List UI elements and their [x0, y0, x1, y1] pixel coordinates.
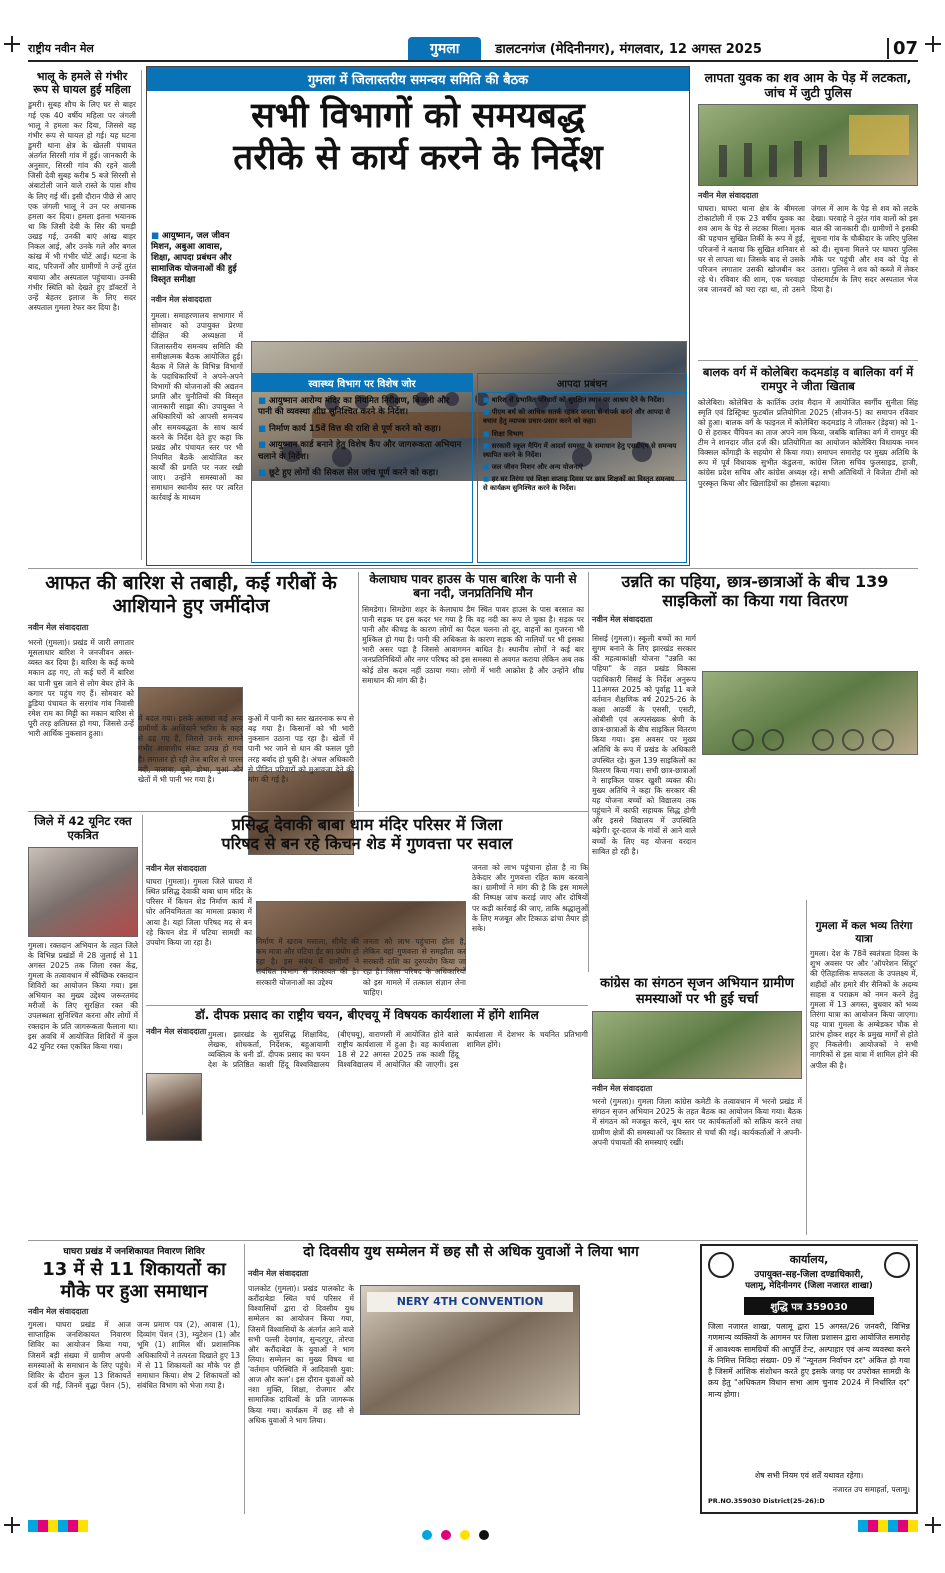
youth-convention-story: [248, 1244, 694, 1514]
notice-title-3: पलामू, मेदिनीनगर (जिला नजारत शाखा): [745, 1281, 873, 1291]
lead-kicker: गुमला में जिलास्तरीय समन्वय समिति की बैठक: [147, 67, 689, 91]
congress-story: [592, 976, 802, 1236]
disaster-point: ■ बारिश से प्रभावित परिवारों को सुरक्षित स्थान पर आश्रय देने के निर्देश।: [483, 396, 681, 405]
tiranga-body: गुमला। देश के 78वें स्वतंत्रता दिवस के शुभ अवसर पर और 'ऑपरेशन सिंदूर' की ऐतिहासिक सफलता के उपलक्ष्य में, शहीदों और हमारे वीर सैनिकों के अदम्य साहस व पराक्रम को नमन करने हेतु गुमला में 13 अगस्त, बुधवार को भव्य तिरंगा यात्रा का आयोजन किया जाएगा। यह यात्रा गुमला के अम्बेडकर चौक से प्रारंभ होकर शहर के प्रमुख मार्गों से होते हुए निकलेगी। आयोजकों ने सभी नागरिकों से इस यात्रा में शामिल होने की अपील की है।: [810, 949, 918, 1070]
health-point: ■ आयुष्मान कार्ड बनाने हेतु विशेष कैंप और जागरूकता अभियान चलाने के निर्देश।: [258, 440, 466, 463]
corrigendum-notice: [700, 1244, 918, 1514]
registration-mark-icon: [925, 1517, 941, 1533]
police-scene-svg: [699, 105, 918, 186]
registration-mark-icon: [4, 36, 20, 52]
temple-headline-2: परिषद से बन रहे किचन शेड में गुणवत्ता पर सवाल: [221, 834, 513, 854]
flood-story: [362, 572, 584, 807]
missing-youth-byline: नवीन मेल संवाददाता: [698, 191, 759, 200]
deepak-story: [146, 1008, 588, 1136]
grievance-body: गुमला। घाघरा प्रखंड में आज साप्ताहिक जनशिकायत निवारण शिविर का आयोजन किया गया, जिसमें बड़ी संख्या में ग्रामीण अपनी समस्याओं के समाधान के लिए पहुंचे। शिविर के दौरान कुल 13 शिकायतें दर्ज की गईं, जिनमें वृद्धा पेंशन (5), जन्म प्रमाण पत्र (2), आवास (1), दिव्यांग पेंशन (3), म्युटेशन (1) और भूमि (1) शामिल थीं। प्रशासनिक अधिकारियों ने तत्परता दिखाते हुए 13 में से 11 शिकायतों का मौके पर ही समाधान किया। शेष 2 शिकायतों को संबंधित विभाग को भेजा गया है।: [28, 1320, 240, 1390]
rain-headline: आफत की बारिश से तबाही, कई गरीबों के आशियाने हुए जमींदोज: [45, 572, 337, 617]
blood-headline: जिले में 42 यूनिट रक्त एकत्रित: [34, 814, 132, 842]
youth-convention-photo: [360, 1285, 580, 1415]
masthead: [28, 36, 918, 62]
temple-byline: नवीन मेल संवाददाता: [146, 864, 207, 873]
lead-story: [146, 66, 690, 566]
disaster-point: ■ जल जीवन मिशन और अन्य योजनाएं: [483, 463, 681, 472]
temple-body-3: जनता को लाभ पहुंचाना होता है, लेकिन यहां गुणवत्ता से समझौता कर सरकारी राशि का दुरुपयोग किया जा रहा है। जिला परिषद के अधिकारियों को इस मामले में तत्काल संज्ञान लेना चाहिए।: [363, 937, 466, 997]
disaster-box: [477, 373, 687, 563]
registration-mark-icon: [925, 36, 941, 52]
missing-youth-story: [698, 70, 918, 320]
congress-byline: नवीन मेल संवाददाता: [592, 1084, 653, 1094]
tiranga-headline: गुमला में कल भव्य तिरंगा यात्रा: [815, 920, 913, 945]
deepak-byline: नवीन मेल संवाददाता: [146, 1027, 207, 1037]
flood-body: सिमडेगा। सिमडेगा शहर के केलाघाघ डैम स्थित पावर हाउस के पास बरसात का पानी सड़क पर इस कदर भर गया है कि वह नदी का रूप ले चुका है। सड़क पर पानी और कीचड़ के कारण लोगों का पैदल चलना तो दूर, वाहनों का गुजरना भी मुश्किल हो गया है। पानी की अधिकता के कारण सड़क की नालियों पर भी इसका भारी असर पड़ा है जिससे आवागमन बाधित है। स्थानीय लोगों ने कई बार जनप्रतिनिधियों और नगर परिषद को इस समस्या से अवगत कराया लेकिन अब तक कोई ठोस कदम नहीं उठाया गया। लोगों में भारी आक्रोश है और उन्होंने शीघ्र समाधान की मांग की है।: [362, 604, 584, 685]
brand-name: राष्ट्रीय नवीन मेल: [28, 41, 94, 55]
color-registration-bar: [420, 1525, 540, 1544]
health-box-title: स्वास्थ्य विभाग पर विशेष जोर: [252, 374, 472, 392]
congress-body: भरनो (गुमला)। गुमला जिला कांग्रेस कमेटी के तत्वावधान में भरनो प्रखंड में संगठन सृजन अभियान 2025 के तहत बैठक का आयोजन किया गया। बैठक में संगठन को मजबूत करने, बूथ स्तर पर कार्यकर्ताओं को सक्रिय करने तथा ग्रामीण क्षेत्रों की समस्याओं पर विस्तार से चर्चा की गई। कार्यकर्ताओं ने अपनी-अपनी पंचायतों की समस्याएं रखीं।: [592, 1097, 802, 1147]
emblem-icon: [884, 1252, 910, 1278]
cycle-photo-svg: [703, 672, 918, 755]
rain-story: [28, 572, 354, 807]
registration-mark-icon: [4, 1517, 20, 1533]
magenta-dot-icon: [441, 1530, 451, 1540]
notice-pr-number: PR.NO.359030 District(25-26):D: [708, 1497, 825, 1505]
notice-title-2: उपायुक्त-सह-जिला दण्डाधिकारी,: [754, 1270, 864, 1280]
notice-title: [738, 1252, 880, 1291]
deepak-headline: डॉ. दीपक प्रसाद का राष्ट्रीय चयन, बीएचयू में विषयक कार्यशाला में होंगे शामिल: [195, 1008, 539, 1022]
youth-body: पालकोट (गुमला)। प्रखंड पालकोट के करौंदाबेडा स्थित चर्च परिसर में विश्वासियों द्वारा दो दिवसीय युथ सम्मेलन का आयोजन किया गया, जिसमें विश्वासियों के अंतर्गत आने वाले सभी पल्ली देवगांव, सुन्दरपुर, तोरपा और करौंदाबेडा के युवाओं ने भाग लिया। सम्मेलन का मुख्य विषय था 'वर्तमान परिस्थिति में आदिवासी युवा: आज और कल'। इस दौरान युवाओं को नशा मुक्ति, शिक्षा, रोजगार और सामाजिक दायित्वों के प्रति जागरूक किया गया। कार्यक्रम में छह सौ से अधिक युवाओं ने भाग लिया।: [248, 1284, 354, 1425]
cycles-byline: नवीन मेल संवाददाता: [592, 615, 653, 625]
lead-summary-box: [147, 229, 247, 519]
blood-body: गुमला। रक्तदान अभियान के तहत जिले के विभिन्न प्रखंडों में 28 जुलाई से 11 अगस्त 2025 तक जिला रक्त केंद्र, गुमला के तत्वावधान में स्वैच्छिक रक्तदान शिविरों का आयोजन किया गया। इस अभियान का मुख्य उद्देश्य जरूरतमंद मरीजों के लिए सुरक्षित रक्त की उपलब्धता सुनिश्चित करना और लोगों में रक्तदान के प्रति जागरूकता फैलाना था। इस अवधि में आयोजित शिविरों में कुल 42 यूनिट रक्त एकत्रित किया गया।: [28, 940, 138, 1051]
corrigendum-label: शुद्धि पत्र 359030: [744, 1297, 874, 1315]
dateline: डालटनगंज (मेदिनीनगर), मंगलवार, 12 अगस्त 2025: [495, 42, 762, 57]
police-scene-photo: [698, 104, 918, 186]
cycles-body: सिसई (गुमला)। स्कूली बच्चों का मार्ग सुगम बनाने के लिए झारखंड सरकार की महत्वाकांक्षी योजना "उन्नति का पहिया" के तहत प्रखंड विकास पदाधिकारी सिसई के निर्देश अनुरूप 11अगस्त 2025 को पूर्वाह्न 11 बजे वर्तमान शैक्षणिक वर्ष 2025-26 के कक्षा आठवीं के एससी, एसटी, ओबीसी एवं अल्पसंख्यक श्रेणी के छात्र-छात्राओं के बीच साइकिल वितरण किया गया। इस अवसर पर मुख्य अतिथि के रूप में प्रखंड के अधिकारी उपस्थित रहे। कुल 139 साइकिलों का वितरण किया गया। सभी छात्र-छात्राओं ने साइकिल पाकर खुशी व्यक्त की। मुख्य अतिथि ने कहा कि सरकार की यह योजना बच्चों को विद्यालय तक पहुंचाने में काफी सहायक सिद्ध होगी और इससे विद्यालय में उपस्थिति बढ़ेगी। दूर-दराज के गांवों से आने वाले बच्चों के लिए यह योजना वरदान साबित हो रही है।: [592, 634, 696, 856]
bear-headline: भालू के हमले से गंभीर रूप से घायल हुई महिला: [33, 70, 131, 97]
disaster-box-list: [478, 393, 686, 497]
notice-title-1: कार्यालय,: [789, 1253, 829, 1266]
temple-headline-1: प्रसिद्ध देवाकी बाबा धाम मंदिर परिसर में जिला: [231, 815, 503, 834]
yellow-dot-icon: [460, 1530, 470, 1540]
deepak-body: गुमला। झारखंड के सुप्रसिद्ध शिक्षाविद, लेखक, शोधकर्ता, निर्देशक, बहुआयामी व्यक्तित्व के धनी डॉ. दीपक प्रसाद का चयन देश के प्रतिष्ठित काशी हिंदू विश्वविद्यालय (बीएचयू), वाराणसी में आयोजित होने वाले राष्ट्रीय कार्यशाला में हुआ है। वह कार्यशाला 18 से 22 अगस्त 2025 तक काशी हिंदू विश्वविद्यालय में आयोजित की जाएगी। इस कार्यशाला में देशभर के चयनित प्रतिभागी शामिल होंगे।: [208, 1030, 588, 1070]
notice-signature: नजारत उप समाहर्ता, पलामू।: [832, 1485, 910, 1494]
health-point: ■ निर्माण कार्य 15वें वित्त की राशि से पूर्ण करने को कहा।: [258, 424, 466, 435]
cycle-distribution-photo: [702, 671, 918, 755]
section-tab: गुमला: [408, 37, 481, 60]
health-box: [251, 373, 473, 563]
temple-body-2: निर्माण में खराब मसाला, सीमेंट की कम मात्रा और घटिया ईंट का प्रयोग हो रहा है। इस संबंध में ग्रामीणों ने संबंधित विभाग से शिकायत की है। सरकारी योजनाओं का उद्देश्य: [256, 937, 359, 987]
football-story: [698, 366, 918, 556]
health-point: ■ छूटे हुए लोगों की सिकल सेल जांच पूर्ण करने को कहा।: [258, 468, 466, 479]
disaster-point: ■ हर घर तिरंगा एवं शिक्षा सप्ताह दिवस पर छात्र शिक्षकों का विस्तृत समन्वय से कार्यक्रम सुनिश्चित करने के निर्देश।: [483, 475, 681, 493]
cyan-dot-icon: [422, 1530, 432, 1540]
tiranga-story: [810, 920, 918, 1235]
congress-meeting-photo: [592, 1011, 802, 1079]
rain-body-1: भरनो (गुमला)। प्रखंड में जारी लगातार मूसलाधार बारिश ने जनजीवन अस्त-व्यस्त कर दिया है। बारिश के कई कच्चे मकान ढह गए, तो कई घरों में बारिश का पानी घुस जाने से लोग बेघर होने के कगार पर पहुंच गए हैं। सोमवार को डुडिया पंचायत के सरगांव गांव निवासी रमेश राम का मिट्टी का मकान बारिश से पूरी तरह क्षतिग्रस्त हो गया, जिससे उन्हें भारी आर्थिक नुकसान हुआ।: [28, 638, 134, 739]
lead-byline: नवीन मेल संवाददाता: [151, 295, 212, 305]
convention-banner: NERY 4TH CONVENTION: [367, 1292, 573, 1312]
color-strip-left: [28, 1520, 88, 1532]
disaster-point: ■ शिक्षा विभाग: [483, 430, 681, 439]
rain-body-3: कुओं में पानी का स्तर खतरनाक रूप से बढ़ गया है। किसानों को भी भारी नुकसान उठाना पड़ रहा है। खेतों में पानी भर जाने से धान की फसल पूरी तरह बर्बाद हो चुकी है। अंचल अधिकारी से पीड़ित परिवारों को मुआवजा देने की मांग की गई है।: [248, 714, 354, 784]
youth-byline: नवीन मेल संवाददाता: [248, 1269, 309, 1278]
color-strip-right: [858, 1520, 918, 1532]
lead-headline-2: तरीके से कार्य करने के निर्देश: [233, 138, 603, 178]
football-headline: बालक वर्ग में कोलेबिरा कदमडांड़ व बालिका वर्ग में रामपुर ने जीता खिताब: [702, 365, 914, 393]
notice-header: [708, 1252, 910, 1291]
health-point: ■ आयुष्मान आरोग्य मंदिर का नियमित निरीक्षण, बिजली और पानी की व्यवस्था शीघ्र सुनिश्चित करने के निर्देश।: [258, 396, 466, 419]
football-body: कोलेबिरा। कोलेबिरा के कार्तिक उरांव मैदान में आयोजित स्वर्गीय सुनीता सिंह स्मृति एवं डिस्ट्रिक्ट फुटबॉल प्रतियोगिता 2025 (सीजन-5) का समापन रविवार को हुआ। बालक वर्ग के फाइनल में कोलेबिरा कदमडांड़ ने जीतकर (डेइया) को 1-0 से हराकर चैंपियन का ताज अपने नाम किया, जबकि बालिका वर्ग में रामपुर की टीम ने शानदार जीत दर्ज की। प्रतियोगिता का आयोजन कोलेबिरा विधायक नमन विक्सल कोंगाड़ी के सहयोग से किया गया। समापन समारोह पर मुख्य अतिथि के रूप में पूर्व विधायक सुभीत कंडुलना, कांग्रेस जिला सचिव फुलसाइड, हाजी, कांग्रेस प्रदेश सचिव और कांग्रेस अध्यक्ष रहे। सभी अतिथियों ने विजेता टीमों को पुरस्कृत किया और खिलाड़ियों का हौसला बढ़ाया।: [698, 397, 918, 488]
cycles-headline: उन्नति का पहिया, छात्र-छात्राओं के बीच 139 साइकिलों का किया गया वितरण: [621, 572, 889, 611]
blood-donation-photo: [28, 847, 138, 937]
temple-body-1: घाघरा (गुमला)। गुमला जिले घाघरा में स्थित प्रसिद्ध देवाकी बाबा धाम मंदिर के परिसर में किचन शेड निर्माण कार्य में घोर अनियमितता का मामला प्रकाश में आया है। यहां जिला परिषद मद से बन रहे किचन शेड में घटिया सामग्री का उपयोग किया जा रहा है।: [146, 877, 252, 947]
bear-attack-story: [28, 70, 136, 560]
page-number: 07: [887, 38, 918, 59]
blood-donation-story: [28, 815, 138, 1115]
flood-headline: केलाघाघ पावर हाउस के पास बारिश के पानी से बना नदी, जनप्रतिनिधि मौन: [369, 572, 577, 601]
notice-body: जिला नजारत शाखा, पलामू द्वारा 15 अगस्त/26 जनवरी, विभिन्न गणमान्य व्यक्तियों के आगमन पर जिला प्रशासन द्वारा आयोजित समारोह में आवश्यक सामग्रियों की आपूर्ति टेन्ट, अल्पाहार एवं अन्य व्यवस्था करने के निमित्त निविदा संख्या- 09 में "न्यूनतम निर्वाचन दर" अंकित हो गया है जिसमें आंशिक संशोधन करते हुए इसके जगह पर उपरोक्त सामग्री के क्रय हेतु "अधिकतम विधान सभा आम चुनाव 2024 में निर्धारित दर" मान्य होगा।: [708, 1322, 910, 1399]
bear-body: डुमरी। सुबह शौच के लिए घर से बाहर गई एक 40 वर्षीय महिला पर जंगली भालू ने हमला कर दिया, जिससे वह गंभीर रूप से घायल हो गई। यह घटना डुमरी थाना क्षेत्र के खेतली पंचायत अंतर्गत सिरसी गांव में हुई। जानकारी के अनुसार, सिरसी गांव की रहने वाली जिसी देवी सुबह करीब 5 बजे सिरसी से अंबाटोली जाने वाले रास्ते के पास शौच के लिए गई थीं। इसी दौरान पीछे से आए एक जंगली भालू ने उन पर अचानक हमला कर दिया। हमला इतना भयानक था कि जिसी देवी के सिर की चमड़ी उखड़ गई, उनकी बाएं आंख बाहर निकल आई, और उनके गले और बगल कांख में भी गंभीर चोटें आईं। घटना के बाद, परिजनों और ग्रामीणों ने उन्हें तुरंत बचाया और अस्पताल पहुंचाया। उनकी गंभीर स्थिति को देखते हुए डॉक्टरों ने उन्हें बेहतर इलाज के लिए सदर अस्पताल गुमला रेफर कर दिया है।: [28, 100, 136, 312]
lead-body: गुमला। समाहरणालय सभागार में सोमवार को उपायुक्त प्रेरणा दीक्षित की अध्यक्षता में जिलास्तरीय समन्वय समिति की समीक्षात्मक बैठक आयोजित हुई। बैठक में जिले के विभिन्न विभागों के पदाधिकारियों ने अपने-अपने विभागों की योजनाओं की अद्यतन प्रगति और चुनौतियों की विस्तृत जानकारी साझा की। उपायुक्त ने अधिकारियों को आपसी समन्वय और समयबद्धता के साथ कार्य करने के निर्देश देते हुए कहा कि प्रखंड और पंचायत स्तर पर भी नियमित बैठकें आयोजित कर कार्यों की प्रगति पर नजर रखी जाए। उन्होंने समस्याओं का समाधान स्थानीय स्तर पर त्वरित कार्रवाई के माध्यम: [151, 311, 243, 503]
rain-body-2: में बदल गया। इसके अलावा कई अन्य ग्रामीणों के आशियाने भारिश के कहर से ढह गए हैं, जिससे उनके सामने गंभीर आवासीय संकट उत्पन्न हो गया है। लगातार हो रही तेज बारिश से पारस नदी, नालाबा, धुसे, डोभा, चुआं और खेतों में भी पानी भर गया है।: [138, 714, 243, 784]
deepak-portrait: [146, 1073, 202, 1141]
temple-body-4: जनता को लाभ पहुंचाना होता है ना कि ठेकेदार और गुणवत्ता रहित काम करवाने का। ग्रामीणों ने मांग की है कि इस मामले की निष्पक्ष जांच कराई जाए और दोषियों पर कड़ी कार्रवाई की जाए, ताकि श्रद्धालुओं के लिए मजबूत और टिकाऊ ढांचा तैयार हो सके।: [472, 863, 588, 933]
emblem-icon: [708, 1252, 734, 1278]
disaster-point: ■ सरकारी स्कूल मैपिंग में आदर्श समस्या के समाधान हेतु एसडीएम से समन्वय स्थापित करने के निर्देश।: [483, 442, 681, 460]
grievance-byline: नवीन मेल संवाददाता: [28, 1307, 89, 1317]
temple-story: [146, 815, 588, 1001]
missing-youth-body: घाघरा। घाघरा थाना क्षेत्र के बीमरला टोकाटोली में एक 23 वर्षीय युवक का शव आम के पेड़ से लटका मिला। मृतक की पहचान सुखित तिर्की के रूप में हुई, परिजनों ने बताया कि सुखित शनिवार से घर से लापता था। जिसके बाद से उसके परिजन लगातार उसकी खोजबीन कर रहे थे। रविवार की शाम, एक चरवाहा जब जानवरों को चरा रहा था, तो उसने जंगल में आम के पेड़ से शव को लटके देखा। चरवाहे ने तुरंत गांव वालों को इस बात की जानकारी दी। ग्रामीणों ने इसकी सूचना गांव के चौकीदार के जरिए पुलिस को दी। सूचना मिलने पर घाघरा पुलिस मौके पर पहुंची और शव को पेड़ से उतारा। पुलिस ने शव को कब्जे में लेकर पोस्टमार्टम के लिए सदर अस्पताल भेज दिया है।: [698, 204, 918, 294]
congress-headline: कांग्रेस का संगठन सृजन अभियान ग्रामीण समस्याओं पर भी हुई चर्चा: [600, 976, 794, 1007]
cycles-story: [592, 572, 918, 972]
health-box-list: [252, 392, 472, 484]
grievance-kicker: घाघरा प्रखंड में जनशिकायत निवारण शिविर: [63, 1247, 205, 1257]
lead-summary: ■ आयुष्मान, जल जीवन मिशन, अबुआ आवास, शिक्षा, आपदा प्रबंधन और सामाजिक योजनाओं की हुई विस्तृत समीक्षा: [151, 231, 243, 286]
grievance-headline: 13 में से 11 शिकायतों का मौके पर हुआ समाधान: [42, 1259, 226, 1302]
rain-byline: नवीन मेल संवाददाता: [28, 622, 89, 632]
grievance-story: [28, 1244, 240, 1514]
lead-headline-1: सभी विभागों को समयबद्ध: [251, 96, 585, 136]
notice-closing: शेष सभी नियम एवं शर्तें यथावत रहेगा।: [754, 1471, 864, 1480]
youth-headline: दो दिवसीय युथ सम्मेलन में छह सौ से अधिक युवाओं ने लिया भाग: [303, 1244, 639, 1260]
disaster-point: ■ पीएम बर्थ को आधिक सतर्क रहकर जनता से संपर्क करने और आपदा से बचाव हेतु व्यापक प्रचार-प्रसार करने को कहा।: [483, 408, 681, 426]
disaster-box-title: आपदा प्रबंधन: [478, 374, 686, 393]
black-dot-icon: [479, 1530, 489, 1540]
missing-youth-headline: लापता युवक का शव आम के पेड़ में लटकता, जांच में जुटी पुलिस: [704, 70, 912, 100]
